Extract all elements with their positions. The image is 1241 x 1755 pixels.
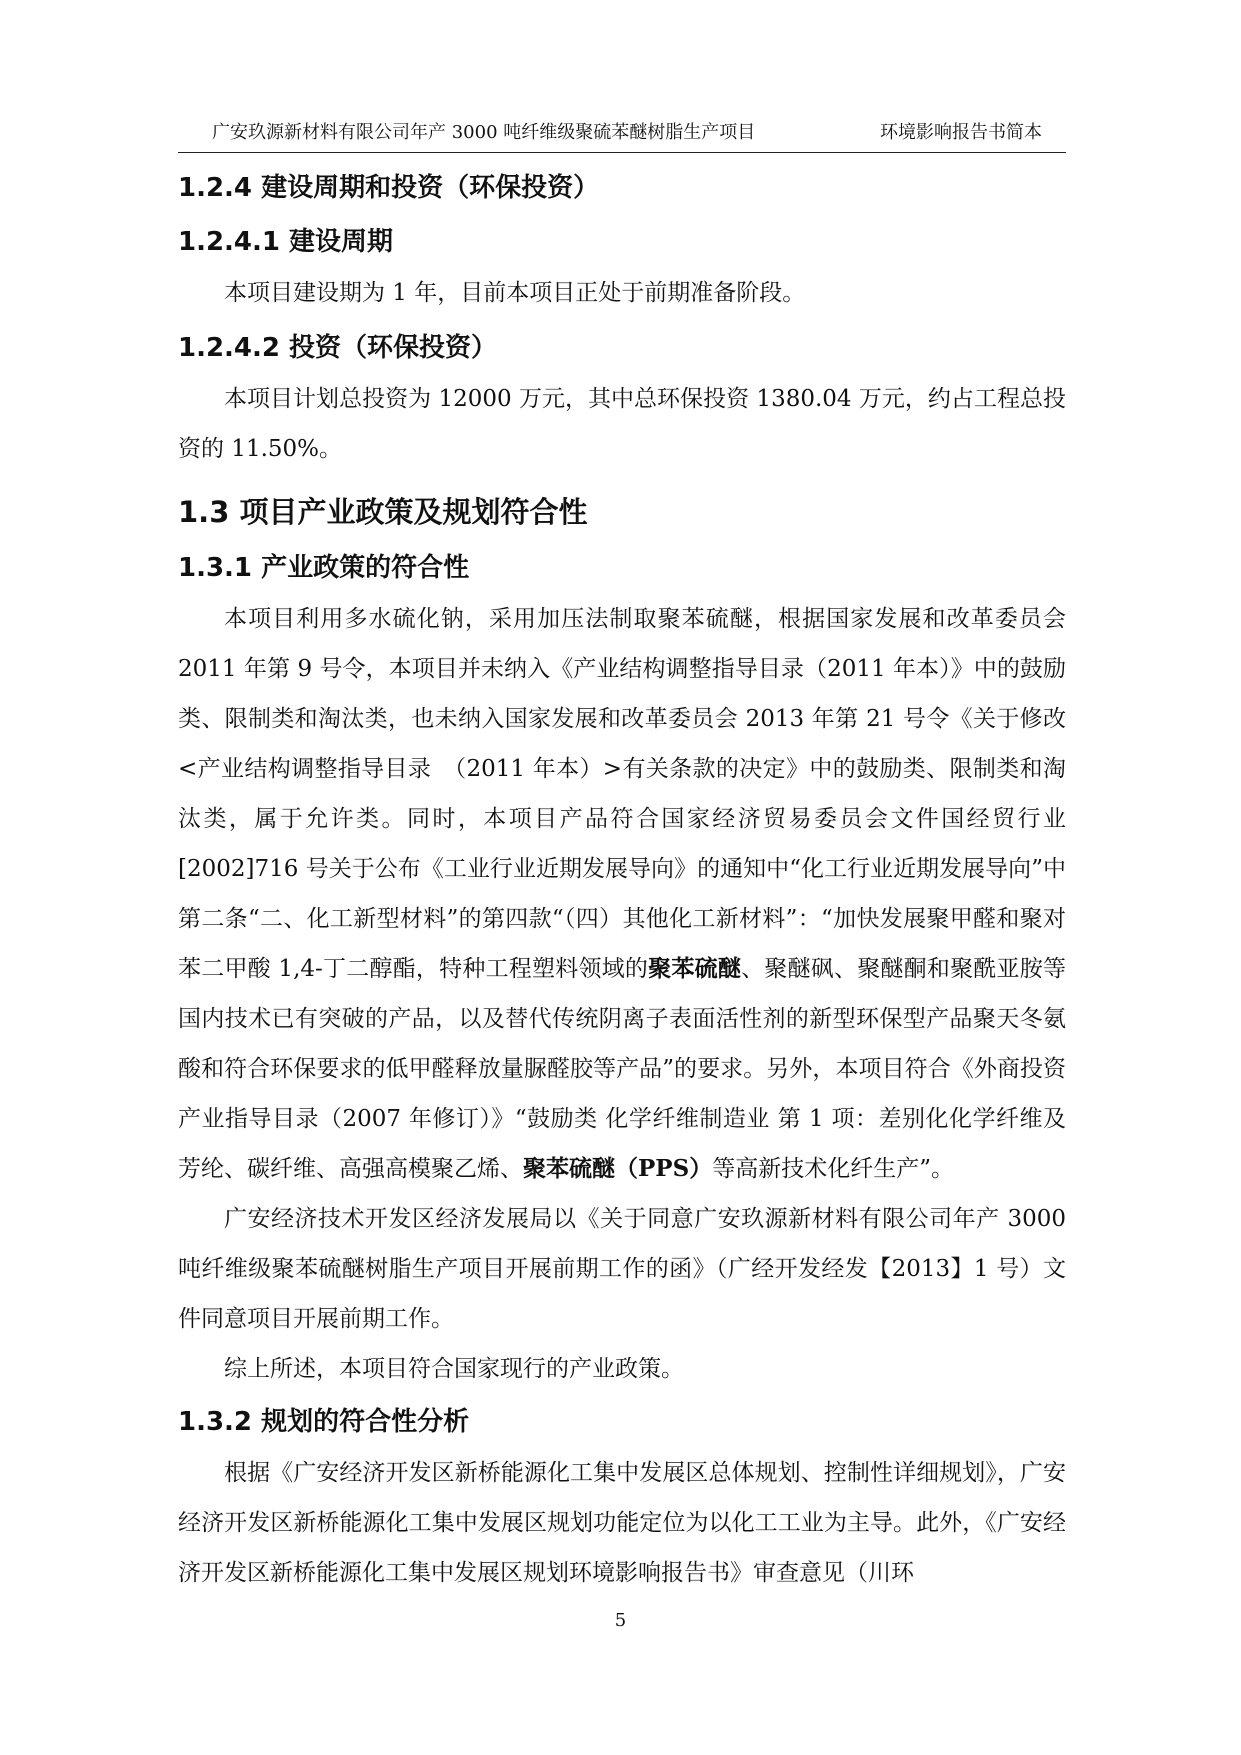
page-number: 5 xyxy=(614,1610,627,1631)
paragraph-policy-summary: 综上所述，本项目符合国家现行的产业政策。 xyxy=(224,1356,684,1382)
header-divider xyxy=(178,152,1066,153)
text-run: 、聚醚砜、聚醚酮和聚酰亚胺等国内技术已有突破的产品，以及替代传统阴离子表面活性剂的新型环保型产品聚天冬氨酸和符合环保要求的低甲醛释放量脲醛胶等产品”的要求。另外，本项目符合《外商投资产业指导目录（2007 年修订）》“鼓励类 化学纤维制造业 第 1 项：差别化化学纤维及芳纶、碳纤维、高强高模聚乙烯、 xyxy=(178,956,1067,1182)
header-doc-type: 环境影响报告书简本 xyxy=(880,122,1042,143)
heading-1-3-1: 1.3.1 产业政策的符合性 xyxy=(178,553,470,583)
paragraph-approval-letter: 广安经济技术开发区经济发展局以《关于同意广安玖源新材料有限公司年产 3000 吨纤维级聚苯硫醚树脂生产项目开展前期工作的函》（广经开发经发【2013】1 号）文件同意项目开展前期工作。 xyxy=(178,1206,1066,1332)
bold-term: 聚苯硫醚（PPS） xyxy=(523,1155,713,1182)
paragraph-investment: 本项目计划总投资为 12000 万元，其中总环保投资 1380.04 万元，约占工程总投资的 11.50%。 xyxy=(178,386,1066,462)
bold-term: 聚苯硫醚 xyxy=(648,955,742,982)
document-body xyxy=(178,160,1066,1598)
paragraph-planning-compliance: 根据《广安经济开发区新桥能源化工集中发展区总体规划、控制性详细规划》，广安经济开发区新桥能源化工集中发展区规划功能定位为以化工工业为主导。此外，《广安经济开发区新桥能源化工集中发展区规划环境影响报告书》审查意见（川环 xyxy=(178,1460,1066,1586)
paragraph-construction-period: 本项目建设期为 1 年，目前本项目正处于前期准备阶段。 xyxy=(224,280,806,306)
text-run: 本项目利用多水硫化钠，采用加压法制取聚苯硫醚，根据国家发展和改革委员会 2011 年第 9 号令，本项目并未纳入《产业结构调整指导目录（2011 年本）》中的鼓励类、限制类和淘汰类，也未纳入国家发展和改革委员会 2013 年第 21 号令《关于修改<产业结构调整指导目录 （2011 年本）>有关条款的决定》中的鼓励类、限制类和淘汰类，属于允许类。同时，本项目产品符合国家经济贸易委员会文件国经贸行业[2002]716 号关于公布《工业行业近期发展导向》的通知中“化工行业近期发展导向”中第二条“二、化工新型材料”的第四款“（四）其他化工新材料”：“加快发展聚甲醛和聚对苯二甲酸 1,4-丁二醇酯，特种工程塑料领域的 xyxy=(178,606,1066,982)
heading-1-2-4-2: 1.2.4.2 投资（环保投资） xyxy=(178,333,498,363)
header-title: 广安玖源新材料有限公司年产 3000 吨纤维级聚硫苯醚树脂生产项目 xyxy=(212,122,756,143)
heading-1-3-2: 1.3.2 规划的符合性分析 xyxy=(178,1407,470,1437)
text-run: 等高新技术化纤生产”。 xyxy=(712,1156,954,1182)
heading-1-3: 1.3 项目产业政策及规划符合性 xyxy=(178,495,588,529)
paragraph-industrial-policy xyxy=(178,594,1066,1194)
page-header xyxy=(212,118,1042,148)
heading-1-2-4: 1.2.4 建设周期和投资（环保投资） xyxy=(178,173,600,203)
heading-1-2-4-1: 1.2.4.1 建设周期 xyxy=(178,227,394,257)
